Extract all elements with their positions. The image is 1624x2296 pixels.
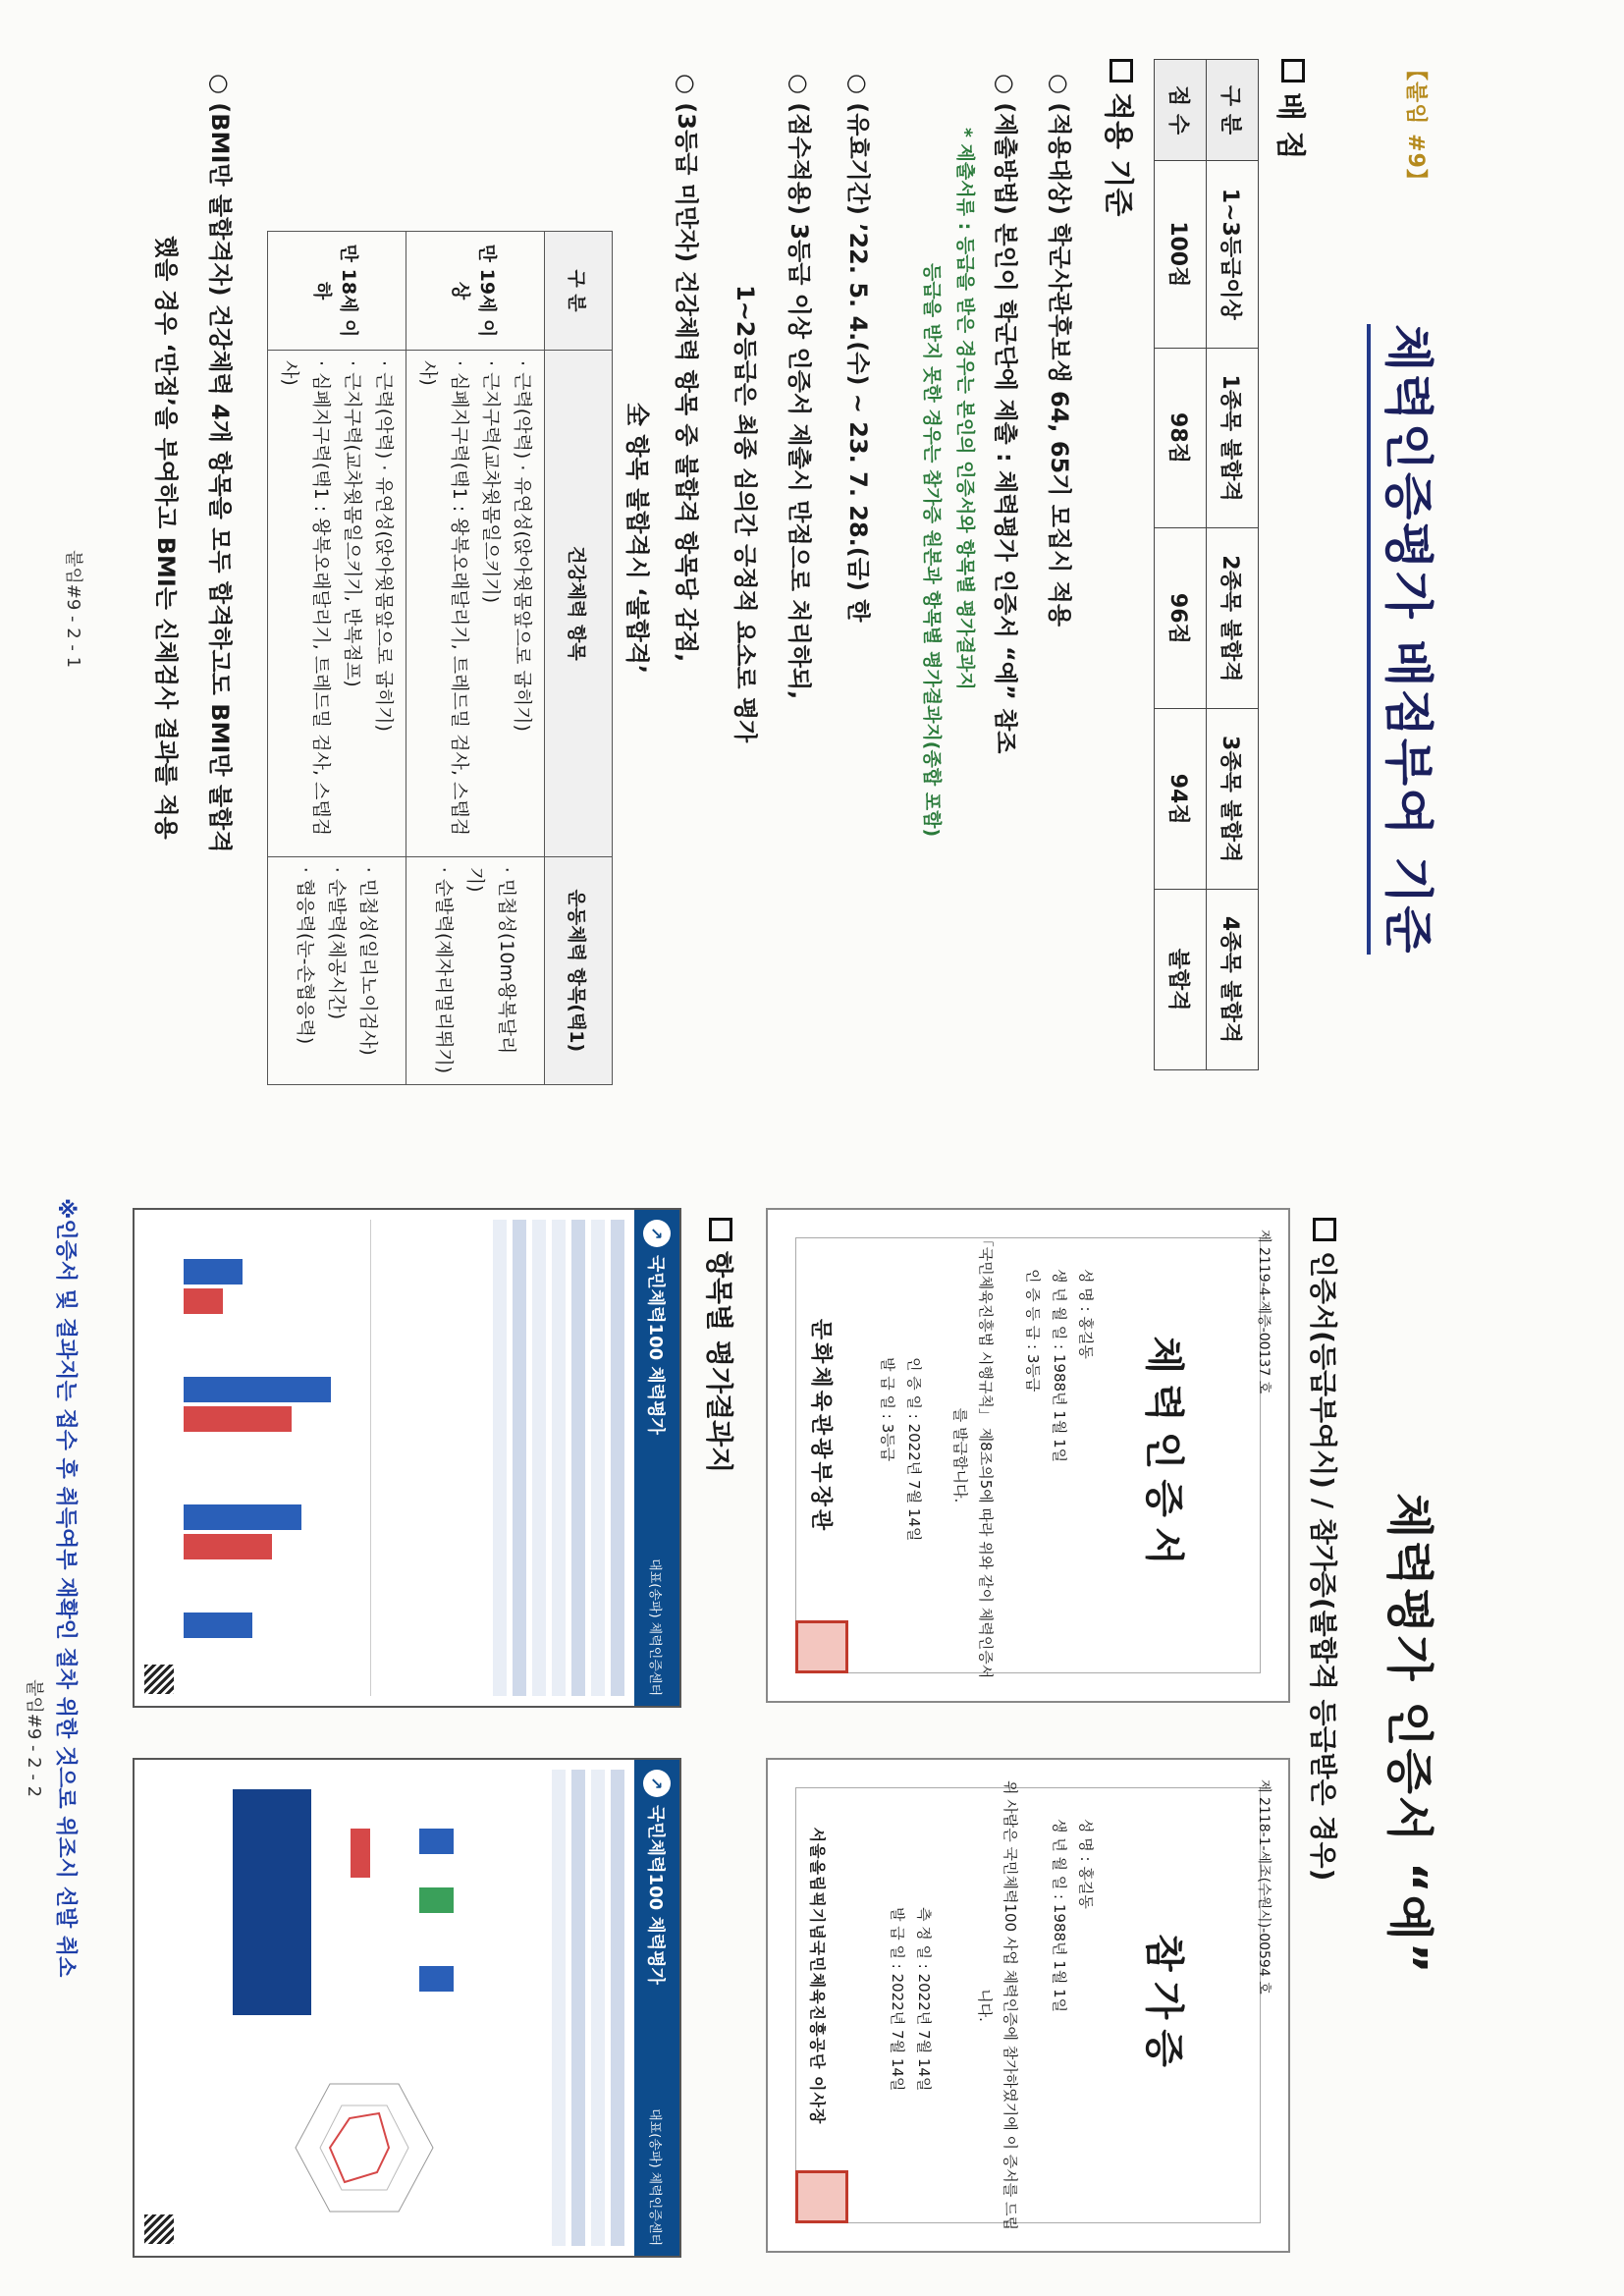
items-col-division: 구 분 (545, 232, 613, 351)
report-banner (233, 1789, 311, 2015)
standard-section-label: 적용 기준 (1101, 92, 1135, 217)
score-section-heading (1272, 59, 1315, 159)
page-footer: 붙임#9 - 2 - 2 (24, 1679, 44, 1798)
participation-issuer: 서울올림픽기념국민체육진흥공단 이사장 (808, 1827, 827, 2125)
score-val-0: 100점 (1155, 161, 1207, 349)
table-row (406, 232, 545, 1085)
criteria-target: ○ (적용대상) 학군사관후보생 64, 65기 모집시 적용 (1046, 74, 1073, 628)
fitness100-logo-icon: ↗ (643, 1220, 671, 1247)
result-bar (419, 1966, 454, 1992)
report-center: 대표(송파) 체력인증센터 (647, 1558, 663, 1696)
list-item: · 민첩성(10m왕복달리기) (464, 866, 517, 1055)
report-header (634, 1760, 679, 2256)
report-row (513, 1220, 526, 1696)
report-title: 국민체력100 체력평가 (645, 1255, 666, 1435)
attachment-tag: 【붙임 #9】 (1403, 59, 1428, 191)
evaluation-report-1 (133, 1208, 681, 1708)
criteria-score: ○ (점수적용) 3등급 이상 인증서 제출시 만점으로 처리하되, (785, 74, 813, 700)
certificate-issuer: 문화체육관광부장관 (808, 1318, 833, 1534)
certificate-date2: 발 급 일 : 3등급 (879, 1357, 896, 1462)
report-header (634, 1210, 679, 1706)
participation-date1: 측 정 일 : 2022년 7월 14일 (915, 1907, 933, 2092)
qr-code-icon (144, 2214, 174, 2244)
report-row (552, 1770, 566, 2246)
list-item: · 순발력(제자리멀리뛰기) (433, 866, 455, 1074)
athletic-cell (406, 856, 545, 1084)
age-cell: 만 19세 이상 (406, 232, 545, 351)
verification-note: ※인증서 및 결과지는 접수 후 취득여부 재확인 절차 위한 것으로 위조시 선발 취소 (53, 1198, 78, 1978)
standard-section-heading (1100, 59, 1143, 216)
score-val-1: 98점 (1155, 348, 1207, 528)
right-page (0, 1169, 1624, 2296)
criteria-below-grade-cont: 全 항목 불합격시 ‘불합격’ (623, 403, 651, 674)
result-bar (419, 1887, 454, 1913)
fitness100-logo-icon: ↗ (643, 1770, 671, 1797)
evaluation-report-2 (133, 1758, 681, 2258)
participation-birth: 생 년 월 일 : 1988년 1월 1일 (1051, 1819, 1068, 2013)
health-cell (268, 351, 406, 857)
score-table-header-row (1207, 60, 1259, 1070)
list-item: · 근력(악력) · 유연성(앉아윗몸앞으로 굽히기) (512, 360, 533, 732)
criteria-below-grade: ○ (3등급 미만자) 건강체력 항목 중 불합격 항목당 감점, (673, 74, 700, 663)
seal-stamp-icon (795, 1620, 848, 1673)
report-row (591, 1770, 605, 2246)
fitness-certificate (766, 1208, 1290, 1703)
score-val-4: 불합격 (1155, 890, 1207, 1070)
checkbox-icon (709, 1218, 732, 1241)
list-item: · 순발력(체공시간) (326, 866, 348, 1020)
score-val-2: 96점 (1155, 528, 1207, 709)
age-cell: 만 18세 이하 (268, 232, 406, 351)
score-section-label: 배 점 (1272, 92, 1307, 160)
list-item: · 심폐지구력(택1 : 왕복오래달리기, 트레드밀 검사, 스텝검사) (417, 360, 470, 837)
page-title: 체력인증평가 배점부여 기준 (1367, 324, 1447, 955)
report-row (493, 1220, 507, 1696)
fitness-items-table (267, 231, 613, 1085)
report-row (611, 1220, 624, 1696)
certificate-date1: 인 증 일 : 2022년 7월 14일 (905, 1357, 923, 1542)
result-bar (351, 1829, 370, 1878)
score-col-4: 4종목 불합격 (1207, 890, 1259, 1070)
page-footer: 붙임#9 - 2 - 1 (63, 550, 83, 669)
report-row (571, 1770, 585, 2246)
seal-stamp-icon (795, 2170, 848, 2223)
score-table (1154, 59, 1259, 1070)
checkbox-icon (1110, 59, 1133, 82)
participation-title: 참가증 (1141, 1934, 1186, 2077)
result-bar (184, 1534, 272, 1559)
score-col-0: 1~3등급이상 (1207, 161, 1259, 349)
criteria-bmi-cont: 했을 경우 ‘만점’을 부여하고 BMI는 신체검사 결과를 적용 (152, 236, 180, 840)
items-col-health: 건강체력 항목 (545, 351, 613, 857)
qr-code-icon (144, 1665, 174, 1694)
list-item: · 근지구력(교차윗몸일으키기) (480, 360, 502, 604)
report-title: 국민체력100 체력평가 (645, 1805, 666, 1985)
result-bar (184, 1288, 223, 1314)
score-val-3: 94점 (1155, 709, 1207, 890)
result-bar (184, 1613, 252, 1638)
result-bar (184, 1377, 331, 1402)
result-bar-chart (174, 1220, 371, 1696)
certificate-body: 「국민체육진흥법 시행규칙」 제8조의5에 따라 위와 같이 체력인증서를 발급합니다. (951, 1231, 995, 1679)
report-row (552, 1220, 566, 1696)
certificate-grade: 인 증 등 급 : 3등급 (1024, 1269, 1042, 1393)
submit-note-2: 등급을 받지 못한 경우는 참가증 원본과 항목별 평가결과지(종합 포함) (921, 263, 943, 838)
criteria-score-cont: 1~2등급은 최종 심의간 긍정적 요소로 평가 (731, 285, 759, 743)
result-bar (184, 1259, 243, 1285)
health-cell (406, 351, 545, 857)
certificate-serial: 제 2119-4-제증-00137 호 (1256, 1230, 1272, 1394)
report-row (571, 1220, 585, 1696)
report-row (591, 1220, 605, 1696)
list-item: · 협응력(눈-손협응력) (295, 866, 316, 1045)
criteria-bmi: ○ (BMI만 불합격자) 건강체력 4개 항목을 모두 합격하고도 BMI만 불합격 (206, 74, 234, 853)
participation-body: 위 사람은 국민체력100 사업 체력인증에 참가하였기에 이 증서를 드립니다. (976, 1779, 1019, 2230)
athletic-cell (268, 856, 406, 1084)
score-col-3: 3종목 불합격 (1207, 709, 1259, 890)
certificate-section-heading (1305, 1218, 1344, 1881)
score-table-value-row (1155, 60, 1207, 1070)
evaluation-section-label: 항목별 평가결과지 (703, 1251, 735, 1474)
list-item: · 민첩성(일리노이검사) (357, 866, 379, 1056)
radar-chart-icon (291, 2074, 438, 2221)
certificate-section-label: 인증서(등급부여시) / 참가증(불합격 등급받은 경우) (1307, 1251, 1339, 1882)
result-bar (419, 1829, 454, 1854)
participation-date2: 발 급 일 : 2022년 7월 14일 (889, 1907, 906, 2092)
checkbox-icon (1313, 1218, 1336, 1241)
list-item: · 심폐지구력(택1 : 왕복오래달리기, 트레드밀 검사, 스텝검사) (279, 360, 332, 837)
list-item: · 근지구력(교차윗몸일으키기, 반복점프) (342, 360, 363, 687)
criteria-submit: ○ (제출방법) 본인이 학군단에 제출 : 체력평가 인증서 “예” 참조 (992, 74, 1019, 754)
evaluation-section-heading (701, 1218, 740, 1473)
submit-note-1: * 제출서류 : 등급을 받은 경우는 본인의 인증서와 항목별 평가결과지 (954, 128, 976, 690)
list-item: · 근력(악력) · 유연성(앉아윗몸앞으로 굽히기) (373, 360, 395, 732)
report-body (174, 1770, 624, 2246)
report-row (611, 1770, 624, 2246)
items-col-athletic: 운동체력 항목(택1) (545, 856, 613, 1084)
checkbox-icon (1281, 59, 1305, 82)
criteria-validity: ○ (유효기간) ’22. 5. 4.(수) ~ 23. 7. 28.(금) 한 (844, 74, 872, 623)
certificate-birth: 생 년 월 일 : 1988년 1월 1일 (1051, 1269, 1068, 1463)
score-label-cell: 점 수 (1155, 60, 1207, 161)
participation-serial: 제 2118-1-세조(수원시)-00594 호 (1256, 1779, 1272, 1995)
result-bar (184, 1504, 301, 1530)
table-row (268, 232, 406, 1085)
participation-name: 성 명 : 홍길동 (1077, 1819, 1095, 1909)
report-center: 대표(송파) 체력인증센터 (647, 2108, 663, 2246)
participation-certificate (766, 1758, 1290, 2253)
result-bar (184, 1406, 292, 1432)
report-body (174, 1220, 624, 1696)
report-row (532, 1220, 546, 1696)
score-col-1: 1종목 불합격 (1207, 348, 1259, 528)
items-header-row (545, 232, 613, 1085)
certificate-title: 체력인증서 (1141, 1336, 1186, 1575)
certificate-name: 성 명 : 홍길동 (1077, 1269, 1095, 1359)
score-header-cell: 구 분 (1207, 60, 1259, 161)
score-col-2: 2종목 불합격 (1207, 528, 1259, 709)
example-title: 체력평가 인증서 “예” (1381, 1493, 1436, 1976)
